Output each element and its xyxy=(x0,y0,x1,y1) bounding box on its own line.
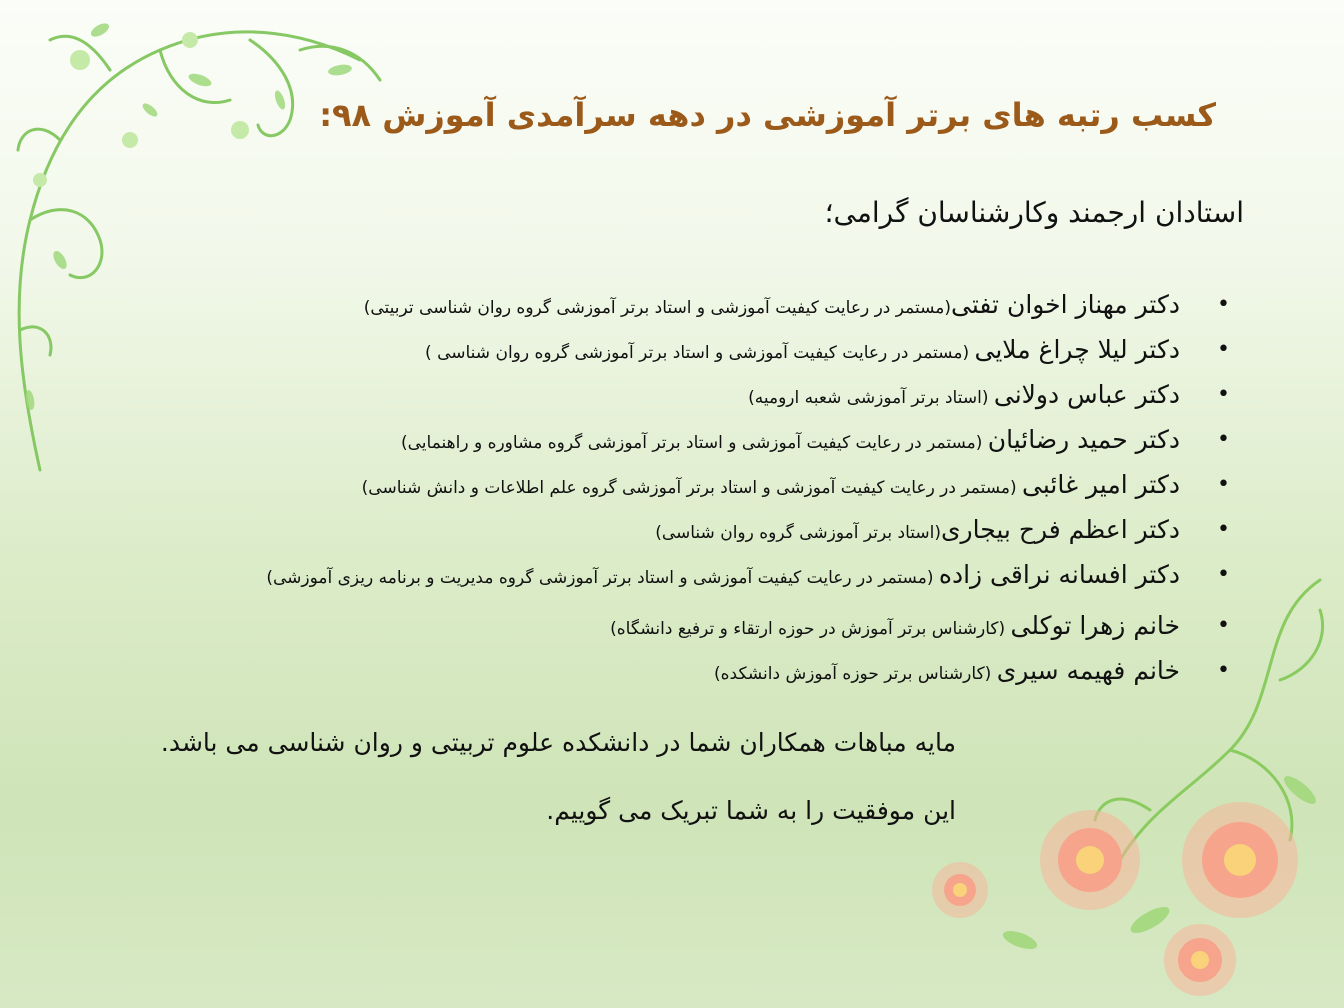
person-role: (مستمر در رعایت کیفیت آموزشی و استاد برتر آموزشی گروه علم اطلاعات و دانش شناسی) xyxy=(361,478,1023,498)
person-role: (کارشناس برتر آموزش در حوزه ارتقاء و ترفیع دانشگاه) xyxy=(610,619,1011,639)
bullet-icon: • xyxy=(1217,292,1230,317)
person-name: خانم فهیمه سیری xyxy=(996,656,1180,685)
list-item xyxy=(266,603,1238,648)
person-role: (مستمر در رعایت کیفیت آموزشی و استاد برتر آموزشی گروه مشاوره و راهنمایی) xyxy=(400,433,988,453)
bullet-icon: • xyxy=(1217,517,1230,542)
bullet-icon: • xyxy=(1217,562,1230,587)
list-item xyxy=(266,417,1238,462)
person-name: دکتر مهناز اخوان تفتی xyxy=(951,290,1180,319)
person-role: (مستمر در رعایت کیفیت آموزشی و استاد برتر آموزشی گروه روان شناسی تربیتی) xyxy=(363,298,952,318)
list-item xyxy=(266,552,1238,597)
person-role: (استاد برتر آموزشی شعبه ارومیه) xyxy=(748,388,994,408)
bullet-icon: • xyxy=(1217,337,1230,362)
person-name: دکتر حمید رضائیان xyxy=(987,425,1180,454)
person-role: (مستمر در رعایت کیفیت آموزشی و استاد برتر آموزشی گروه روان شناسی ) xyxy=(425,343,975,363)
slide-title: کسب رتبه های برتر آموزشی در دهه سرآمدی آموزش ۹۸: xyxy=(319,96,1216,134)
list-item xyxy=(266,648,1238,693)
person-name: دکتر عباس دولانی xyxy=(993,380,1180,409)
list-item xyxy=(266,372,1238,417)
list-item xyxy=(266,462,1238,507)
person-name: دکتر اعظم فرح بیجاری xyxy=(940,515,1180,544)
person-role: (مستمر در رعایت کیفیت آموزشی و استاد برتر آموزشی گروه مدیریت و برنامه ریزی آموزشی) xyxy=(266,568,939,588)
person-role: (استاد برتر آموزشی گروه روان شناسی) xyxy=(655,523,941,543)
list-item xyxy=(266,507,1238,552)
person-role: (کارشناس برتر حوزه آموزش دانشکده) xyxy=(714,664,997,684)
bullet-icon: • xyxy=(1217,472,1230,497)
list-item xyxy=(266,327,1238,372)
closing-line-2: این موفقیت را به شما تبریک می گوییم. xyxy=(546,796,956,825)
person-name: خانم زهرا توکلی xyxy=(1010,611,1180,640)
greeting-text: استادان ارجمند وکارشناسان گرامی؛ xyxy=(824,196,1244,229)
bullet-icon: • xyxy=(1217,613,1230,638)
honorees-list xyxy=(266,282,1238,693)
person-name: دکتر لیلا چراغ ملایی xyxy=(974,335,1180,364)
bullet-icon: • xyxy=(1217,658,1230,683)
bullet-icon: • xyxy=(1217,427,1230,452)
bullet-icon: • xyxy=(1217,382,1230,407)
closing-line-1: مایه مباهات همکاران شما در دانشکده علوم تربیتی و روان شناسی می باشد. xyxy=(160,728,956,757)
person-name: دکتر امیر غائبی xyxy=(1022,470,1180,499)
person-name: دکتر افسانه نراقی زاده xyxy=(938,560,1180,589)
list-item xyxy=(266,282,1238,327)
